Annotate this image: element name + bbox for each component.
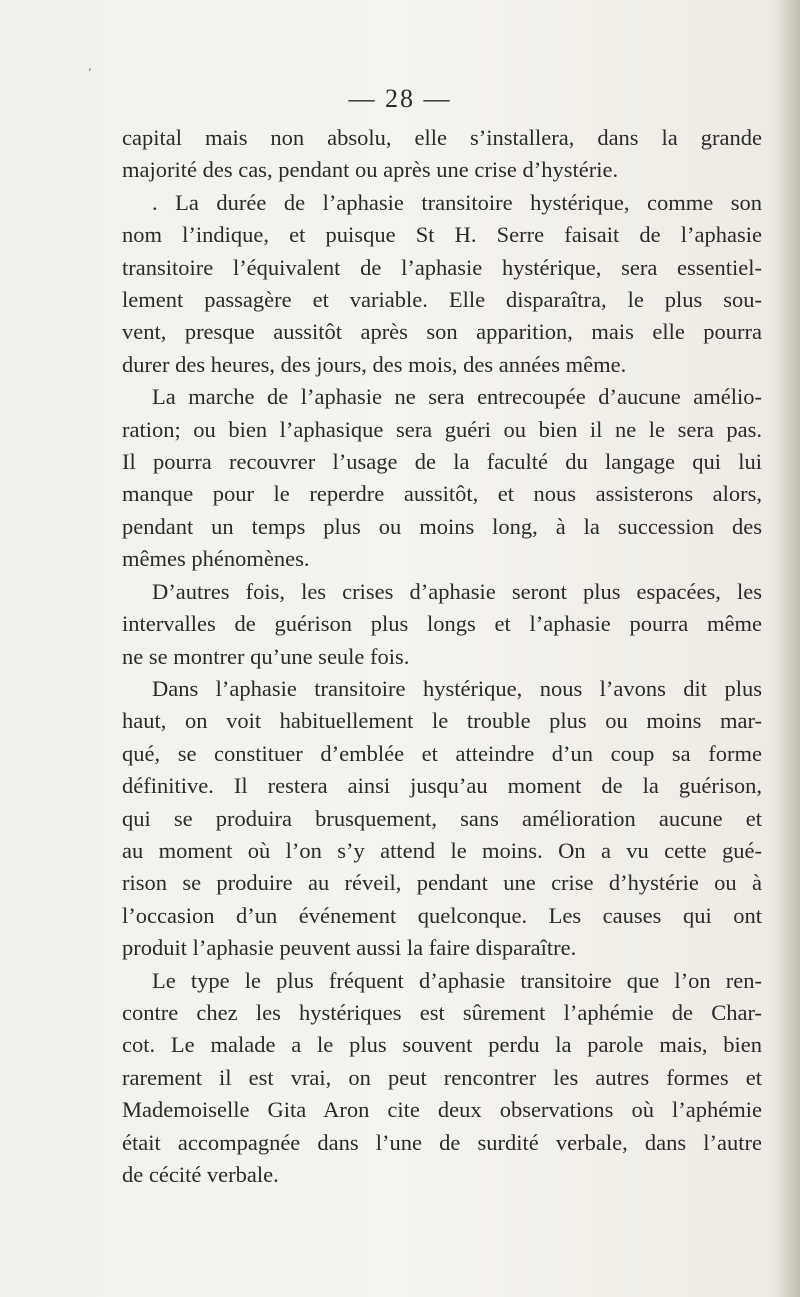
- text-line: nom l’indique, et puisque St H. Serre faisait de l’aphasie: [122, 222, 762, 248]
- text-line: qui se produira brusquement, sans amélioration aucune et: [122, 805, 762, 831]
- text-line: Le type le plus fréquent d’aphasie transitoire que l’on ren-: [152, 967, 762, 993]
- text-line: majorité des cas, pendant ou après une crise d’hystérie.: [122, 157, 619, 183]
- text-line: D’autres fois, les crises d’aphasie seront plus espacées, les: [152, 578, 762, 604]
- text-line: haut, on voit habituellement le trouble plus ou moins mar-: [122, 708, 762, 734]
- text-line: . La durée de l’aphasie transitoire hystérique, comme son: [152, 189, 762, 215]
- text-line: l’occasion d’un événement quelconque. Les causes qui ont: [122, 902, 762, 928]
- text-line: Dans l’aphasie transitoire hystérique, nous l’avons dit plus: [152, 675, 762, 701]
- text-line: vent, presque aussitôt après son apparition, mais elle pourra: [122, 319, 762, 345]
- text-line: Mademoiselle Gita Aron cite deux observations où l’aphémie: [122, 1097, 762, 1123]
- stray-mark: ʻ: [88, 66, 92, 80]
- page-number: — 28 —: [348, 84, 452, 113]
- text-line: au moment où l’on s’y attend le moins. On a vu cette gué-: [122, 837, 762, 863]
- text-line: produit l’aphasie peuvent aussi la faire disparaître.: [122, 935, 577, 961]
- text-line: ne se montrer qu’une seule fois.: [122, 643, 410, 669]
- text-line: durer des heures, des jours, des mois, des années même.: [122, 351, 627, 377]
- text-line: définitive. Il restera ainsi jusqu’au moment de la guérison,: [122, 773, 762, 799]
- text-line: contre chez les hystériques est sûrement l’aphémie de Char-: [122, 999, 762, 1025]
- text-line: Il pourra recouvrer l’usage de la faculté du langage qui lui: [122, 449, 762, 475]
- text-line: lement passagère et variable. Elle disparaîtra, le plus sou-: [122, 287, 762, 313]
- text-line: rarement il est vrai, on peut rencontrer les autres formes et: [122, 1064, 762, 1090]
- text-line: de cécité verbale.: [122, 1162, 279, 1187]
- text-line: mêmes phénomènes.: [122, 546, 310, 572]
- text-line: rison se produire au réveil, pendant une crise d’hystérie ou à: [122, 870, 762, 896]
- page-edge-shadow: [778, 0, 800, 1297]
- text-line: transitoire l’équivalent de l’aphasie hystérique, sera essentiel-: [122, 254, 762, 280]
- body-text: [122, 122, 762, 1191]
- text-line: manque pour le reperdre aussitôt, et nous assisterons alors,: [122, 481, 762, 507]
- text-line: capital mais non absolu, elle s’installera, dans la grande: [122, 125, 762, 150]
- text-line: ration; ou bien l’aphasique sera guéri ou bien il ne le sera pas.: [122, 416, 762, 442]
- text-line: qué, se constituer d’emblée et atteindre d’un coup sa forme: [122, 740, 762, 766]
- text-line: cot. Le malade a le plus souvent perdu la parole mais, bien: [122, 1032, 762, 1058]
- text-line: intervalles de guérison plus longs et l’aphasie pourra même: [122, 611, 762, 637]
- text-line: était accompagnée dans l’une de surdité verbale, dans l’autre: [122, 1129, 762, 1155]
- text-line: La marche de l’aphasie ne sera entrecoupée d’aucune amélio-: [152, 384, 762, 410]
- text-line: pendant un temps plus ou moins long, à la succession des: [122, 513, 762, 539]
